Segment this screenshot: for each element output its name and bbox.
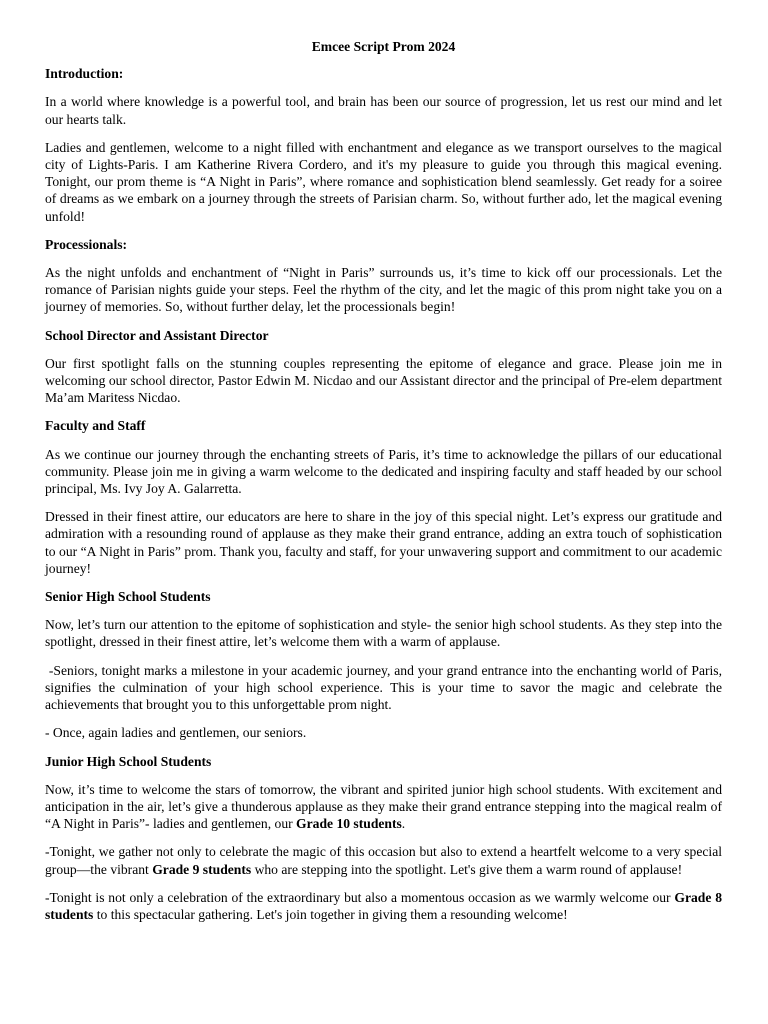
document-title: Emcee Script Prom 2024 [311,39,456,54]
heading-processionals: Processionals: [45,236,128,252]
faculty-paragraph-1: As we continue our journey through the enchanting streets of Paris, it’s time to acknowledge the pillars of our educational community. Please join me in giving a warm welcome to the dedicated and inspiring faculty and staff headed by our school principal, Ms. Ivy Joy A. Galarretta. [45,446,722,497]
junior-p3-text: -Tonight is not only a celebration of the extraordinary but also a momentous occasion as we warmly welcome our [45,889,675,905]
document-page [45,38,722,934]
heading-faculty: Faculty and Staff [45,418,146,434]
heading-junior-high: Junior High School Students [45,753,212,769]
junior-paragraph-1 [45,781,722,833]
junior-p3-end: to this spectacular gathering. Let's join together in giving them a resounding welcome! [93,906,568,922]
directors-paragraph-1: Our first spotlight falls on the stunning couples representing the epitome of elegance and grace. Please join me in welcoming our school director, Pastor Edwin M. Nicdao and our Assistant director and the principal of Pre-elem department Ma’am Maritess Nicdao. [45,355,722,406]
junior-paragraph-3 [45,889,722,923]
senior-paragraph-1: Now, let’s turn our attention to the epitome of sophistication and style- the senior high school students. As they step into the spotlight, dressed in their finest attire, let’s welcome them with a warm of applause. [45,617,722,650]
junior-p2-end: who are stepping into the spotlight. Let's give them a warm round of applause! [251,861,683,877]
heading-introduction: Introduction: [45,66,124,82]
processionals-paragraph-1: As the night unfolds and enchantment of “Night in Paris” surrounds us, it’s time to kick off our processionals. Let the romance of Parisian nights guide your steps. Feel the rhythm of the city, and let the magic of this prom night take you on a journey of memories. So, without further delay, let the processionals begin! [45,265,722,315]
grade-10-students: Grade 10 students [296,816,402,832]
junior-paragraph-2 [45,843,722,877]
heading-directors: School Director and Assistant Director [45,327,269,343]
heading-senior-high: Senior High School Students [45,589,211,605]
faculty-paragraph-2: Dressed in their finest attire, our educators are here to share in the joy of this special night. Let’s express our gratitude and admiration with a resounding round of applause as they make their grand entrance, adding an extra touch of sophistication to our “A Night in Paris” prom. Thank you, faculty and staff, for your unwavering support and commitment to our academic journey! [45,509,722,576]
grade-9-students: Grade 9 students [152,861,252,877]
junior-p1-text: Now, it’s time to welcome the stars of tomorrow, the vibrant and spirited junior high school students. With excitement and anticipation in the air, let’s give a thunderous applause as they make their grand entrance stepping into the magical realm of “A Night in Paris”- ladies and gentlemen, our [45,781,722,832]
introduction-paragraph-2: Ladies and gentlemen, welcome to a night filled with enchantment and elegance as we transport ourselves to the magical city of Lights-Paris. I am Katherine Rivera Cordero, and it's my pleasure to guide you through this magical evening. Tonight, our prom theme is “A Night in Paris”, where romance and sophistication blend seamlessly. Get ready for a soiree of dreams as we embark on a journey through the streets of Parisian charm. So, without further ado, let the magical evening unfold! [45,139,722,224]
junior-p1-end: . [401,816,406,832]
grade-8-students: Grade 8 students [45,889,722,922]
junior-p2-text: -Tonight, we gather not only to celebrate the magic of this occasion but also to extend a heartfelt welcome to a very special group—the vibrant [45,844,722,877]
senior-paragraph-2: -Seniors, tonight marks a milestone in your academic journey, and your grand entrance into the enchanting world of Paris, signifies the culmination of your high school experience. This is your time to savor the magic and celebrate the achievements that brought you to this unforgettable prom night. [45,662,722,713]
introduction-paragraph-1: In a world where knowledge is a powerful tool, and brain has been our source of progression, let us rest our mind and let our hearts talk. [45,94,722,127]
senior-paragraph-3: - Once, again ladies and gentlemen, our seniors. [45,725,307,741]
